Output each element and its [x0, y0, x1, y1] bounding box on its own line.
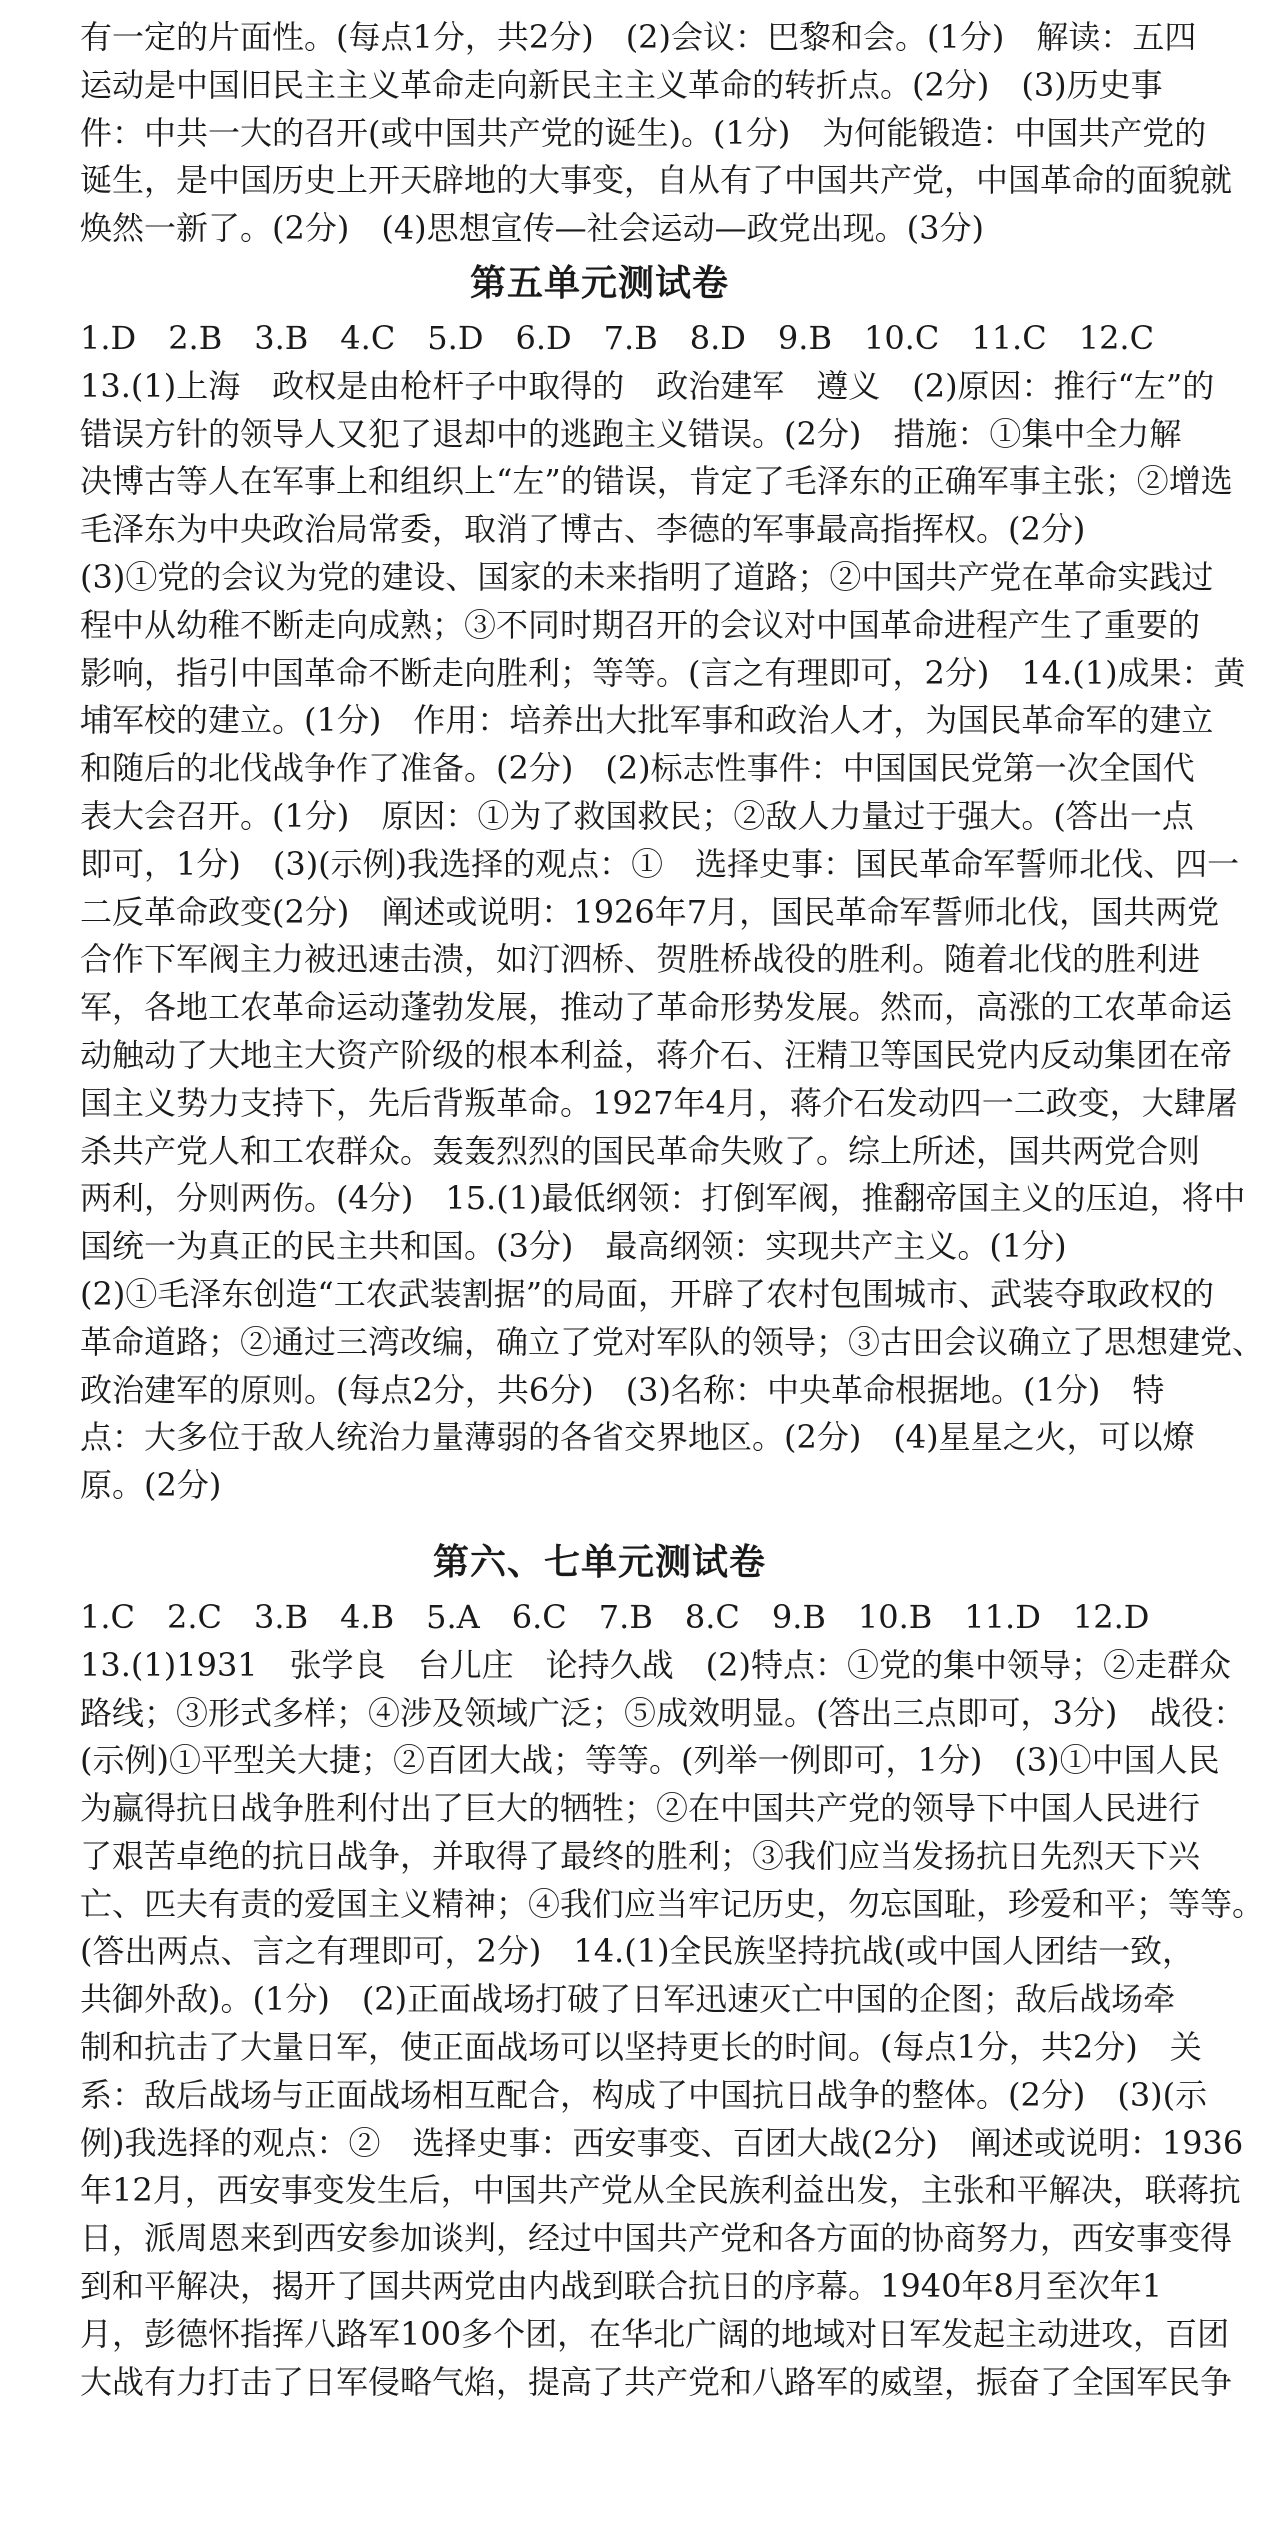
- text-line: 和随后的北伐战争作了准备。(2分) (2)标志性事件：中国国民党第一次全国代: [80, 749, 1195, 788]
- text-line: 即可，1分) (3)(示例)我选择的观点：① 选择史事：国民革命军誓师北伐、四一: [80, 844, 1240, 883]
- text-line: 大战有力打击了日军侵略气焰，提高了共产党和八路军的威望，振奋了全国军民争: [80, 2362, 1233, 2401]
- text-line: 日，派周恩来到西安参加谈判，经过中国共产党和各方面的协商努力，西安事变得: [80, 2219, 1233, 2258]
- text-line: 件：中共一大的召开(或中国共产党的诞生)。(1分) 为何能锻造：中国共产党的: [80, 113, 1207, 152]
- section-title-unit-5: 第五单元测试卷: [469, 262, 729, 304]
- text-line: 动触动了大地主大资产阶级的根本利益，蒋介石、汪精卫等国民党内反动集团在帝: [80, 1035, 1233, 1074]
- text-line: 革命道路；②通过三湾改编，确立了党对军队的领导；③古田会议确立了思想建党、: [80, 1322, 1264, 1361]
- text-line: 程中从幼稚不断走向成熟；③不同时期召开的会议对中国革命进程产生了重要的: [80, 605, 1201, 644]
- text-line: 国统一为真正的民主共和国。(3分) 最高纲领：实现共产主义。(1分): [80, 1227, 1067, 1266]
- text-line: 到和平解决，揭开了国共两党由内战到联合抗日的序幕。1940年8月至次年1: [80, 2267, 1163, 2306]
- section-title-unit-6-7: 第六、七单元测试卷: [432, 1541, 766, 1583]
- text-line: 制和抗击了大量日军，使正面战场可以坚持更长的时间。(每点1分，共2分) 关: [80, 2028, 1202, 2067]
- text-line: 政治建军的原则。(每点2分，共6分) (3)名称：中央革命根据地。(1分) 特: [80, 1370, 1165, 1409]
- section-unit-5-answers: [80, 315, 1264, 1510]
- text-line: 运动是中国旧民主主义革命走向新民主主义革命的转折点。(2分) (3)历史事: [80, 65, 1163, 104]
- text-line: 错误方针的领导人又犯了退却中的逃跑主义错误。(2分) 措施：①集中全力解: [80, 414, 1182, 453]
- text-line: (示例)①平型关大捷；②百团大战；等等。(列举一例即可，1分) (3)①中国人民: [80, 1741, 1220, 1780]
- text-line: (2)①毛泽东创造“工农武装割据”的局面，开辟了农村包围城市、武装夺取政权的: [80, 1274, 1215, 1313]
- text-line: 了艰苦卓绝的抗日战争，并取得了最终的胜利；③我们应当发扬抗日先烈天下兴: [80, 1836, 1201, 1875]
- text-line: 系：敌后战场与正面战场相互配合，构成了中国抗日战争的整体。(2分) (3)(示: [80, 2075, 1208, 2114]
- text-line: 月，彭德怀指挥八路军100多个团，在华北广阔的地域对日军发起主动进攻，百团: [80, 2314, 1230, 2353]
- answer-key-line: 1.D 2.B 3.B 4.C 5.D 6.D 7.B 8.D 9.B 10.C 11.C 12.C: [80, 318, 1155, 357]
- text-line: 点：大多位于敌人统治力量薄弱的各省交界地区。(2分) (4)星星之火，可以燎: [80, 1418, 1195, 1457]
- text-line: 影响，指引中国革命不断走向胜利；等等。(言之有理即可，2分) 14.(1)成果：黄: [80, 653, 1246, 692]
- section-unit-6-7-answers: [80, 1594, 1264, 2407]
- text-line: 表大会召开。(1分) 原因：①为了救国救民；②敌人力量过于强大。(答出一点: [80, 796, 1194, 835]
- text-line: 毛泽东为中央政治局常委，取消了博古、李德的军事最高指挥权。(2分): [80, 510, 1086, 549]
- text-line: 亡、匹夫有责的爱国主义精神；④我们应当牢记历史，勿忘国耻，珍爱和平；等等。: [80, 1884, 1264, 1923]
- text-line: (3)①党的会议为党的建设、国家的未来指明了道路；②中国共产党在革命实践过: [80, 557, 1214, 596]
- text-line: 13.(1)上海 政权是由枪杆子中取得的 政治建军 遵义 (2)原因：推行“左”的: [80, 366, 1215, 405]
- text-line: 国主义势力支持下，先后背叛革命。1927年4月，蒋介石发动四一二政变，大肆屠: [80, 1083, 1238, 1122]
- text-line: 杀共产党人和工农群众。轰轰烈烈的国民革命失败了。综上所述，国共两党合则: [80, 1131, 1201, 1170]
- text-line: 焕然一新了。(2分) (4)思想宣传—社会运动—政党出现。(3分): [80, 209, 984, 248]
- text-line: 年12月，西安事变发生后，中国共产党从全民族利益出发，主张和平解决，联蒋抗: [80, 2171, 1241, 2210]
- text-line: 为赢得抗日战争胜利付出了巨大的牺牲；②在中国共产党的领导下中国人民进行: [80, 1789, 1201, 1828]
- text-line: 原。(2分): [80, 1466, 222, 1505]
- text-line: 诞生，是中国历史上开天辟地的大事变，自从有了中国共产党，中国革命的面貌就: [80, 161, 1233, 200]
- text-line: 有一定的片面性。(每点1分，共2分) (2)会议：巴黎和会。(1分) 解读：五四: [80, 18, 1197, 56]
- text-line: 例)我选择的观点：② 选择史事：西安事变、百团大战(2分) 阐述或说明：1936: [80, 2123, 1244, 2162]
- text-line: 二反革命政变(2分) 阐述或说明：1926年7月，国民革命军誓师北伐，国共两党: [80, 892, 1220, 931]
- text-line: 军，各地工农革命运动蓬勃发展，推动了革命形势发展。然而，高涨的工农革命运: [80, 988, 1233, 1027]
- text-line: (答出两点、言之有理即可，2分) 14.(1)全民族坚持抗战(或中国人团结一致，: [80, 1932, 1195, 1971]
- answer-key-line: 1.C 2.C 3.B 4.B 5.A 6.C 7.B 8.C 9.B 10.B 11.D 12.D: [80, 1597, 1150, 1636]
- section-prev-answers: [80, 14, 1233, 253]
- text-line: 决博古等人在军事上和组织上“左”的错误，肯定了毛泽东的正确军事主张；②增选: [80, 462, 1233, 501]
- text-line: 两利，分则两伤。(4分) 15.(1)最低纲领：打倒军阀，推翻帝国主义的压迫，将中: [80, 1179, 1246, 1218]
- answer-page: [0, 14, 1264, 2406]
- text-line: 13.(1)1931 张学良 台儿庄 论持久战 (2)特点：①党的集中领导；②走群众: [80, 1645, 1231, 1684]
- text-line: 合作下军阀主力被迅速击溃，如汀泗桥、贺胜桥战役的胜利。随着北伐的胜利进: [80, 940, 1201, 979]
- text-line: 埔军校的建立。(1分) 作用：培养出大批军事和政治人才，为国民革命军的建立: [80, 701, 1214, 740]
- text-line: 共御外敌)。(1分) (2)正面战场打破了日军迅速灭亡中国的企图；敌后战场牵: [80, 1980, 1176, 2019]
- text-line: 路线；③形式多样；④涉及领域广泛；⑤成效明显。(答出三点即可，3分) 战役：: [80, 1693, 1246, 1732]
